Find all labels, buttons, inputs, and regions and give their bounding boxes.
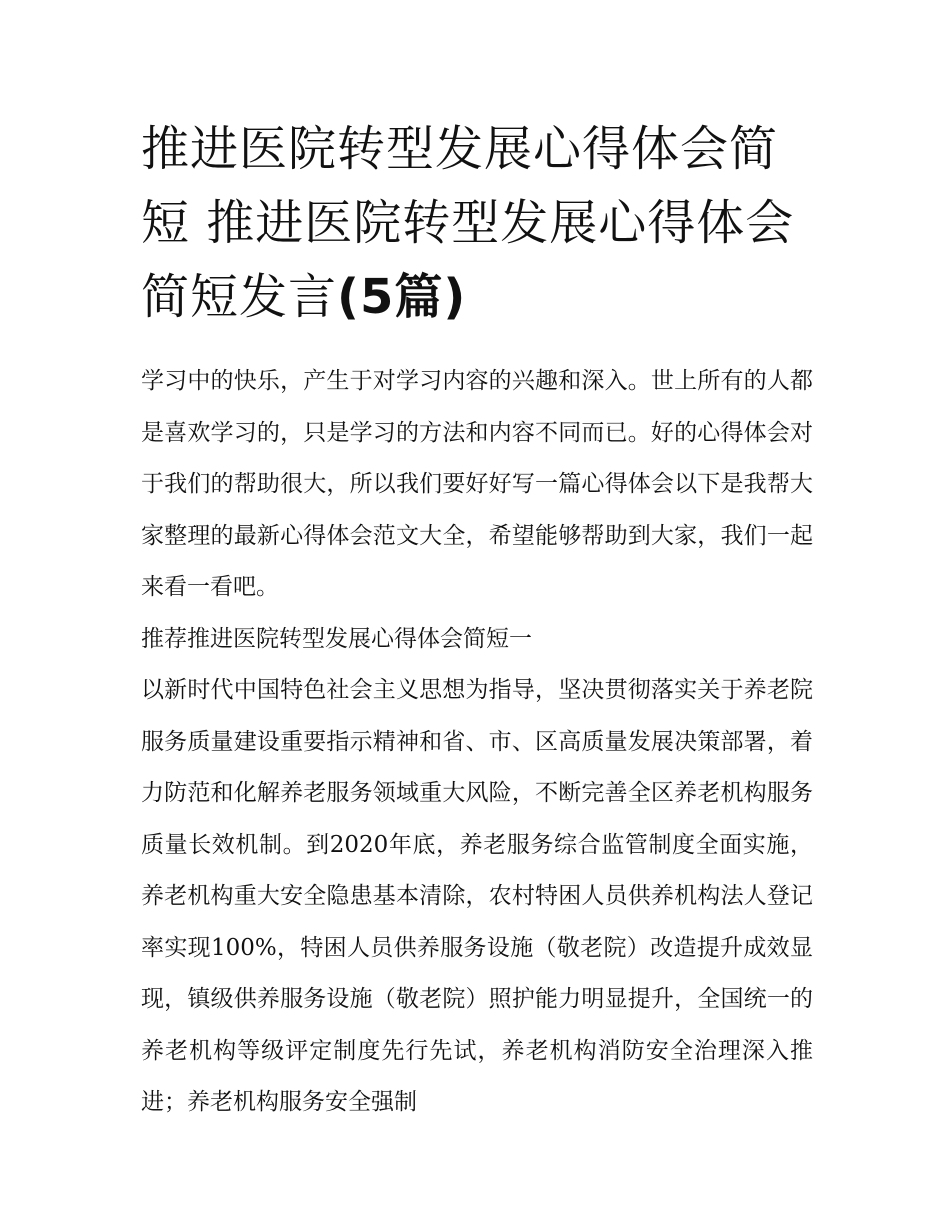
title-count-suffix: (5篇): [337, 269, 467, 325]
document-title: [141, 112, 813, 334]
intro-paragraph: 学习中的快乐，产生于对学习内容的兴趣和深入。世上所有的人都是喜欢学习的，只是学习的方法和内容不同而已。好的心得体会对于我们的帮助很大，所以我们要好好写一篇心得体会以下是我帮大家整理的最新心得体会范文大全，希望能够帮助到大家，我们一起来看一看吧。: [141, 368, 813, 600]
document-content: [141, 112, 813, 1129]
section-paragraph: 以新时代中国特色社会主义思想为指导，坚决贯彻落实关于养老院服务质量建设重要指示精神和省、市、区高质量发展决策部署，着力防范和化解养老服务领域重大风险，不断完善全区养老机构服务质量长效机制。到2020年底，养老服务综合监管制度全面实施，养老机构重大安全隐患基本清除，农村特困人员供养机构法人登记率实现100%，特困人员供养服务设施（敬老院）改造提升成效显现，镇级供养服务设施（敬老院）照护能力明显提升，全国统一的养老机构等级评定制度先行先试，养老机构消防安全治理深入推进；养老机构服务安全强制: [141, 677, 813, 1115]
section-heading: 推荐推进医院转型发展心得体会简短一: [141, 625, 532, 652]
document-body: [141, 356, 813, 1129]
title-main-text: 推进医院转型发展心得体会简短 推进医院转型发展心得体会简短发言: [141, 121, 795, 325]
